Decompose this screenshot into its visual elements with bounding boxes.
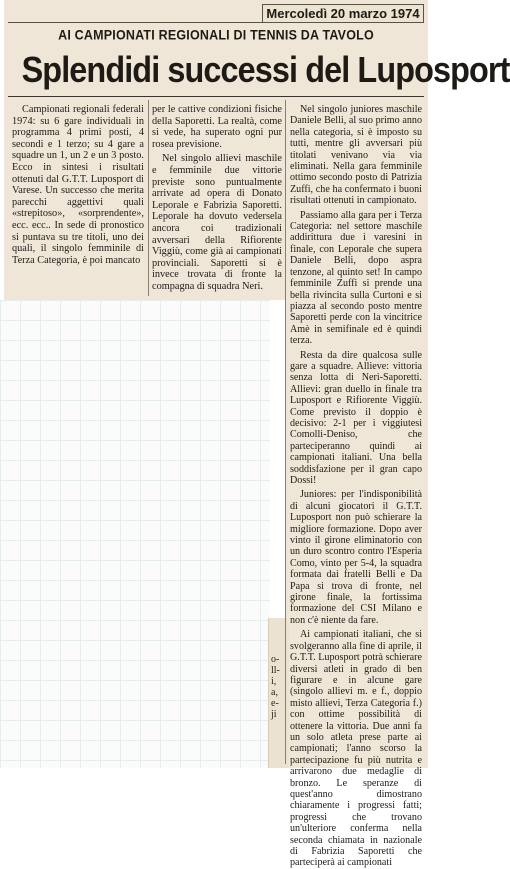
paragraph: Juniores: per l'indisponibilità di alcuni giocatori il G.T.T. Luposport non può schierare la migliore formazione. Dopo aver vinto il girone eliminatorio con un duro scontro contro l'Esperia Como, vinto per 5-4, la squadra formata dai fratelli Belli e Da Papa si trova di fronte, nel girone finale, la fortissima formazione del CSI Milano e non c'è niente da fare. bbox=[290, 489, 422, 626]
fragment-line: e- bbox=[271, 698, 279, 709]
date-rule bbox=[8, 22, 424, 23]
article-kicker: AI CAMPIONATI REGIONALI DI TENNIS DA TAVOLO bbox=[58, 27, 374, 43]
article-column-3 bbox=[290, 104, 422, 869]
column-divider bbox=[148, 100, 149, 296]
paragraph: Campionati regionali federali 1974: su 6 gare individuali in programma 4 primi posti, 4 secondi e 1 terzo; su 4 gare a squadre un 1, un 2 e un 3 posto. Ecco in sintesi i risultati ottenuti dal G.T.T. Luposport di Varese. Un successo che merita parecchi aggettivi quali «strepitoso», «sorprendente», ecc. ecc.. In sede di pronostico si puntava su tre titoli, uno dei quali, il singolo femminile di Terza Categoria, è poi mancato bbox=[12, 104, 144, 266]
paragraph: Nel singolo juniores maschile Daniele Belli, al suo primo anno nella categoria, si è imposto su tutti, mentre gli avversari più titolati venivano via via eliminati. Nella gara femminile ottimo secondo posto di Patrizia Zuffi, che ha confermato i buoni risultati ottenuti in campionato. bbox=[290, 104, 422, 207]
column-divider bbox=[285, 100, 286, 764]
article-column-1 bbox=[12, 104, 144, 266]
paragraph: per le cattive condizioni fisiche della Saporetti. La realtà, come si vede, ha superato ogni pur rosea previsione. bbox=[152, 104, 282, 150]
fragment-line: o- bbox=[271, 654, 280, 665]
fragment-line: ji bbox=[271, 709, 277, 720]
fragment-line: a, bbox=[271, 687, 278, 698]
paragraph: Ai campionati italiani, che si svolgeranno alla fine di aprile, il G.T.T. Luposport potrà schierare diversi atleti in grado di ben figurare e in alcune gare (singolo allievi m. e f., doppio misto allievi, Terza Categoria f.) con ottime possibilità di ottenere la vittoria. Due anni fa un solo atleta prese parte ai campionati; l'anno scorso la partecipazione fu più nutrita e arrivarono due medaglie di bronzo. Le speranze di quest'anno dimostrano chiaramente i progressi fatti; progressi che trovano un'ulteriore conferma nella seconda chiamata in nazionale di Fabrizia Saporetti che parteciperà ai campionati bbox=[290, 629, 422, 869]
paragraph: Passiamo alla gara per i Terza Categoria: nel settore maschile addirittura due i varesini in finale, con Leporale che supera Daniele Belli, dopo aspra tenzone, al quinto set! In campo femminile Zuffi si prende una bella rivincita sulla Curtoni e si piazza al secondo posto mentre Saporetti perde con la vincitrice Amè in semifinale ed è quindi terza. bbox=[290, 209, 422, 347]
article-column-2 bbox=[152, 104, 282, 293]
paragraph: Resta da dire qualcosa sulle gare a squadre. Allieve: vittoria senza lotta di Neri-Saporetti. Allievi: gran duello in finale tra Luposport e Rifiorente Viggiù. Come previsto il doppio è decisivo: 2-1 per i viggiutesi Comolli-Deniso, che parteciperanno quindi ai campionati italiani. Una bella soddisfazione per il gran capo Dossi! bbox=[290, 349, 422, 486]
article-headline: Splendidi successi del Luposport bbox=[21, 49, 510, 90]
fragment-line: i, bbox=[271, 676, 277, 687]
publication-date: Mercoledì 20 marzo 1974 bbox=[262, 4, 424, 23]
graph-paper-background bbox=[0, 300, 270, 768]
headline-rule bbox=[8, 96, 424, 97]
paragraph: Nel singolo allievi maschile e femminile due vittorie previste sono puntualmente arrivate ad opera di Donato Leporale e Fabrizia Saporetti. Leporale ha dovuto vedersela ancora coi tradizionali avversari della Rifiorente Viggiù, come già ai campionati provinciali. Saporetti si è invece trovata di fronte la compagna di squadra Neri. bbox=[152, 153, 282, 292]
fragment-line: ll- bbox=[271, 665, 280, 676]
